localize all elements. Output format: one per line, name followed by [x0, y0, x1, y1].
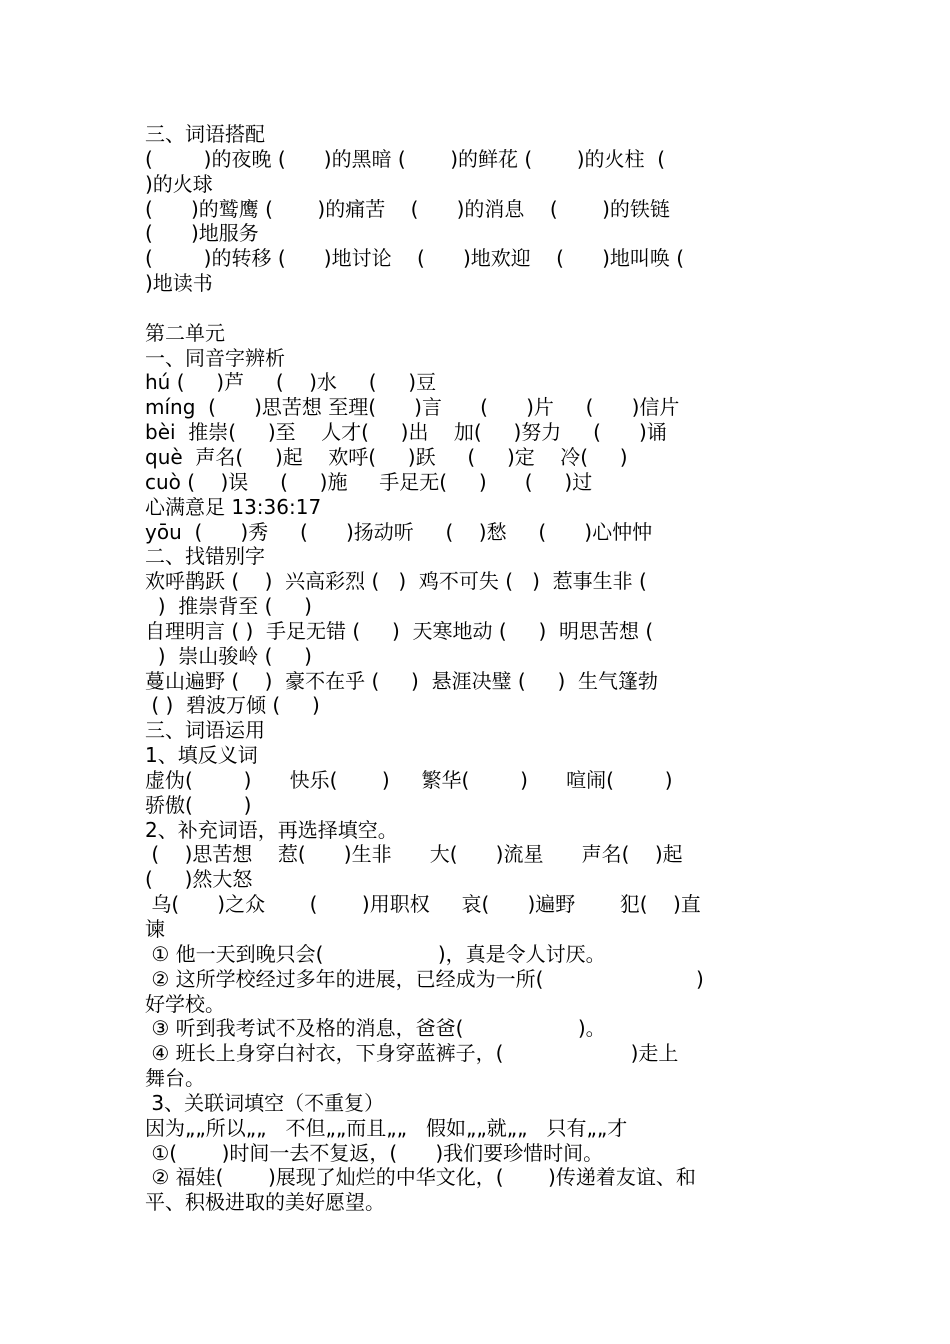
supplement-sentence-4: ④ 班长上身穿白衬衣，下身穿蓝裤子，( )走上	[145, 1041, 679, 1066]
typo-line-3: 自理明言 ( ) 手足无错 ( ) 天寒地动 ( ) 明思苦想 (	[145, 618, 654, 643]
worksheet-page	[145, 122, 825, 1215]
typo-line-2: ) 推崇背至 ( )	[145, 594, 312, 619]
antonym-line-1: 虚伪( ) 快乐( ) 繁华( ) 喧闹( )	[145, 767, 673, 792]
supplement-line-3: 乌( )之众 ( )用职权 哀( )遍野 犯( )直	[145, 892, 701, 917]
supplement-sentence-2: ② 这所学校经过多年的进展，已经成为一所( )	[145, 966, 704, 991]
typo-line-5: 蔓山遍野 ( ) 豪不在乎 ( ) 悬涯决璧 ( ) 生气篷勃	[145, 668, 659, 693]
section-heading-typos: 二、找错别字	[145, 544, 265, 569]
supplement-sentence-3: ③ 听到我考试不及格的消息，爸爸( )。	[145, 1016, 606, 1041]
supplement-line-1: ( )思苦想 惹( )生非 大( )流星 声名( )起	[145, 842, 683, 867]
subheading-conjunctions: 3、关联词填空（不重复）	[145, 1090, 385, 1115]
conjunction-sentence-2: ② 福娃( )展现了灿烂的中华文化，( )传递着友谊、和	[145, 1165, 696, 1190]
supplement-line-4: 谏	[145, 917, 165, 941]
conjunction-sentence-2-cont: 平、积极进取的美好愿望。	[145, 1190, 385, 1215]
subheading-antonyms: 1、填反义词	[145, 743, 258, 768]
supplement-line-2: ( )然大怒	[145, 867, 253, 892]
section-heading-word-use: 三、词语运用	[145, 718, 265, 743]
conjunction-options: 因为„„所以„„ 不但„„而且„„ 假如„„就„„ 只有„„才	[145, 1115, 628, 1140]
homophone-line-cuo: cuò ( )误 ( )施 手足无( ) ( )过	[145, 469, 593, 494]
homophone-line-bei: bèi 推崇( )至 人才( )出 加( )努力 ( )诵	[145, 420, 667, 445]
collocation-line-2: )的火球	[145, 171, 213, 196]
supplement-sentence-1: ① 他一天到晚只会( )，真是令人讨厌。	[145, 941, 606, 966]
collocation-line-6: )地读书	[145, 271, 213, 296]
collocation-line-3: ( )的鹫鹰 ( )的痛苦 ( )的消息 ( )的铁链	[145, 196, 670, 221]
unit-title: 第二单元	[145, 320, 225, 345]
collocation-line-5: ( )的转移 ( )地讨论 ( )地欢迎 ( )地叫唤 (	[145, 246, 685, 271]
supplement-sentence-2-cont: 好学校。	[145, 991, 225, 1016]
typo-line-4: ) 崇山骏岭 ( )	[145, 643, 312, 668]
section-heading-collocation: 三、词语搭配	[145, 122, 265, 146]
homophone-line-ming: míng ( )思苦想 至理( )言 ( )片 ( )信片	[145, 395, 680, 420]
homophone-line-you: yōu ( )秀 ( )扬动听 ( )愁 ( )心忡忡	[145, 519, 653, 544]
subheading-supplement: 2、补充词语，再选择填空。	[145, 817, 398, 842]
typo-line-6: ( ) 碧波万倾 ( )	[145, 693, 320, 718]
homophone-line-hu: hú ( )芦 ( )水 ( )豆	[145, 370, 437, 395]
typo-line-1: 欢呼鹊跃 ( ) 兴高彩烈 ( ) 鸡不可失 ( ) 惹事生非 (	[145, 569, 647, 594]
blank-spacer	[145, 296, 825, 321]
antonym-line-2: 骄傲( )	[145, 792, 252, 817]
conjunction-sentence-1: ①( )时间一去不复返，( )我们要珍惜时间。	[145, 1140, 604, 1165]
section-heading-homophones: 一、同音字辨析	[145, 345, 285, 370]
collocation-line-1: ( )的夜晚 ( )的黑暗 ( )的鲜花 ( )的火柱 (	[145, 146, 666, 171]
collocation-line-4: ( )地服务	[145, 221, 259, 246]
homophone-line-xin: 心满意足 13:36:17	[145, 494, 322, 519]
homophone-line-que: què 声名( )起 欢呼( )跃 ( )定 冷( )	[145, 444, 628, 469]
supplement-sentence-4-cont: 舞台。	[145, 1066, 205, 1091]
